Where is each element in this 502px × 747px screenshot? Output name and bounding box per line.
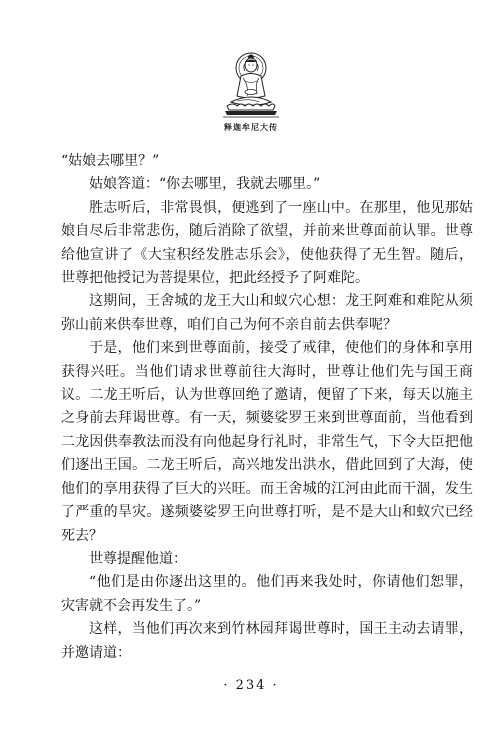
paragraph: 姑娘答道：“你去哪里，我就去哪里。”: [89, 176, 321, 193]
paragraph: 于是，他们来到世尊面前，接受了戒律，使他们的身体和享用获得兴旺。当他们请求世尊前往大海时，世尊让他们先与国王商议。二龙王听后，认为世尊回绝了邀请，便留了下来，每天以施主之身前去拜谒世尊。有一天，频婆娑罗王来到世尊面前，当他看到二龙因供奉教法而没有向他起身行礼时，非常生气，下令大臣把他们逐出王国。二龙王听后，高兴地发出洪水，借此回到了大海，使他们的享用获得了巨大的兴旺。而王舍城的江河由此而干涸，发生了严重的旱灾。遂频婆娑罗王向世尊打听，是不是大山和蚁穴已经死去？: [61, 340, 473, 544]
seated-buddha-icon: [219, 48, 283, 120]
body-text: [61, 150, 473, 665]
paragraph: 世尊提醒他道：: [89, 550, 187, 567]
running-header-title: 释迦牟尼大传: [224, 122, 278, 132]
paragraph: 这样，当他们再次来到竹林园拜谒世尊时，国王主动去请罪，并邀请道：: [61, 621, 473, 661]
paragraph: “姑娘去哪里？”: [61, 153, 160, 169]
paragraph: 胜志听后，非常畏惧，便逃到了一座山中。在那里，他见那姑娘自尽后非常悲伤，随后消除了欲望，并前来世尊面前认罪。世尊给他宣讲了《大宝积经发胜志乐会》，使他获得了无生智。随后，世尊把他授记为菩提果位，把此经授予了阿难陀。: [61, 199, 473, 287]
page-header: [0, 48, 502, 133]
paragraph: “他们是由你逐出这里的。他们再来我处时，你请他们恕罪，灾害就不会再发生了。”: [61, 574, 473, 614]
page-number: · 234 ·: [223, 678, 279, 693]
paragraph: 这期间，王舍城的龙王大山和蚁穴心想：龙王阿难和难陀从须弥山前来供奉世尊，咱们自己为何不亲自前去供奉呢？: [61, 293, 473, 333]
